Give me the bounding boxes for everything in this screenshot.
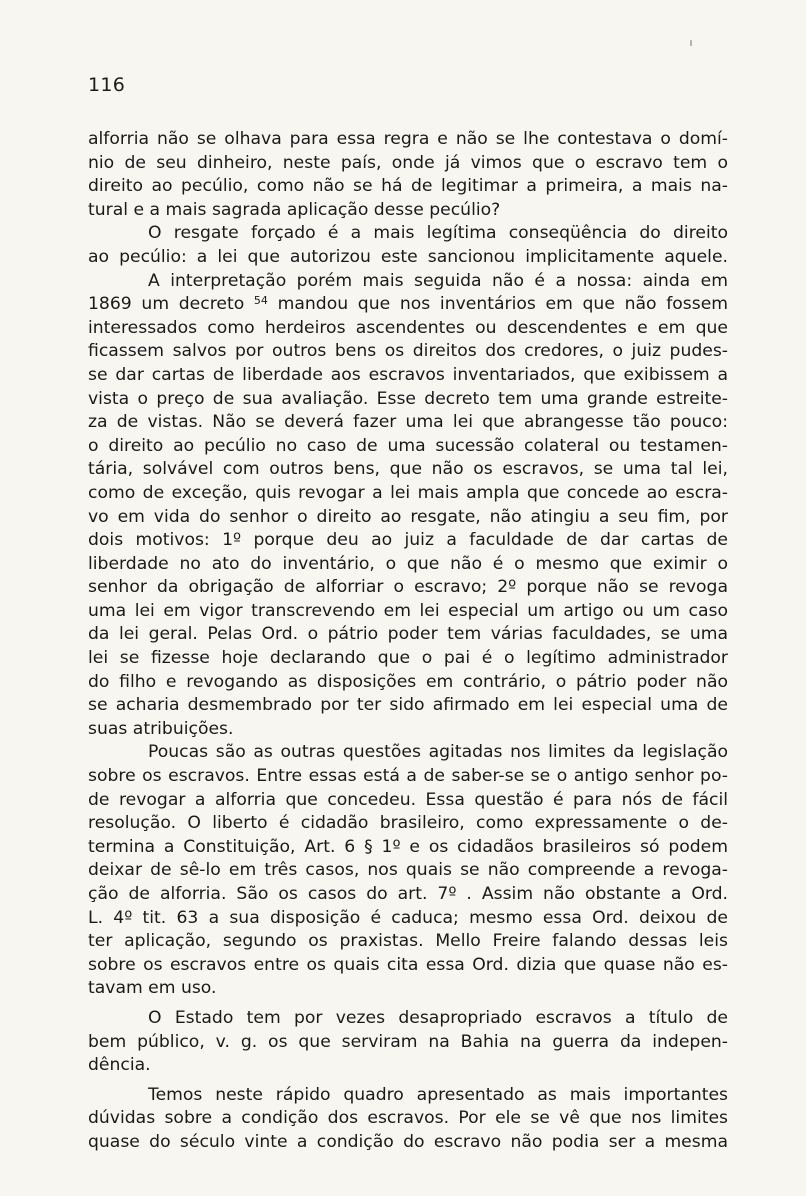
text-line: za de vistas. Não se deverá fazer uma lei que abrangesse tão pouco:: [88, 412, 728, 433]
text-line: uma lei em vigor transcrevendo em lei especial um artigo ou um caso: [88, 600, 728, 621]
text-line: bem público, v. g. os que serviram na Bahia na guerra da indepen-: [88, 1031, 728, 1052]
text-fragment: 1869 um decreto: [88, 294, 245, 315]
text-line: L. 4º tit. 63 a sua disposição é caduca; mesmo essa Ord. deixou de: [88, 907, 728, 928]
text-line: ficassem salvos por outros bens os direitos dos credores, o juiz pudes-: [88, 341, 728, 362]
text-line: senhor da obrigação de alforriar o escravo; 2º porque não se revoga: [88, 577, 728, 598]
text-line: lei se fizesse hoje declarando que o pai é o legítimo administrador: [88, 648, 728, 669]
text-line: do filho e revogando as disposições em contrário, o pátrio poder não: [88, 671, 728, 692]
text-line: sobre os escravos. Entre essas está a de saber-se se o antigo senhor po-: [88, 766, 728, 787]
text-line: dúvidas sobre a condição dos escravos. Por ele se vê que nos limites: [88, 1108, 728, 1129]
text-line: vo em vida do senhor o direito ao resgate, não atingiu a seu fim, por: [88, 506, 728, 527]
page-number: 116: [88, 74, 126, 96]
text-line: A interpretação porém mais seguida não é a nossa: ainda em: [148, 270, 728, 291]
margin-mark: [690, 40, 692, 46]
text-line-with-footnote: [88, 293, 728, 317]
body-text: [88, 128, 728, 1155]
text-line: O resgate forçado é a mais legítima conseqüência do direito: [148, 223, 728, 244]
text-line: resolução. O liberto é cidadão brasileiro, como expressamente o de-: [88, 813, 728, 834]
text-line: ção de alforria. São os casos do art. 7º . Assim não obstante a Ord.: [88, 884, 728, 904]
text-line: tária, solvável com outros bens, que não os escravos, se uma tal lei,: [88, 459, 728, 480]
text-line: Poucas são as outras questões agitadas nos limites da legislação: [148, 742, 728, 763]
text-line: sobre os escravos entre os quais cita essa Ord. dizia que quase não es-: [88, 954, 728, 975]
text-line: ao pecúlio: a lei que autorizou este sancionou implicitamente aquele.: [88, 246, 728, 267]
text-line: alforria não se olhava para essa regra e não se lhe contestava o domí-: [88, 129, 728, 149]
text-line: de revogar a alforria que concedeu. Essa questão é para nós de fácil: [88, 789, 728, 810]
text-line: dência.: [88, 1055, 151, 1076]
text-line: o direito ao pecúlio no caso de uma sucessão colateral ou testamen-: [88, 435, 728, 456]
text-line: O Estado tem por vezes desapropriado escravos a título de: [148, 1007, 728, 1028]
text-line: nio de seu dinheiro, neste país, onde já vimos que o escravo tem o: [88, 152, 728, 173]
text-fragment: mandou que nos inventários em que não fossem: [277, 294, 729, 315]
text-line: vista o preço de sua avaliação. Esse decreto tem uma grande estreite-: [88, 388, 728, 409]
text-line: direito ao pecúlio, como não se há de legitimar a primeira, a mais na-: [88, 176, 728, 197]
text-line: dois motivos: 1º porque deu ao juiz a faculdade de dar cartas de: [88, 530, 728, 551]
text-line: tavam em uso.: [88, 978, 217, 999]
text-line: se dar cartas de liberdade aos escravos inventariados, que exibissem a: [88, 364, 728, 385]
text-line: tural e a mais sagrada aplicação desse pecúlio?: [88, 199, 501, 220]
footnote-reference: 54: [253, 294, 268, 308]
text-line: se acharia desmembrado por ter sido afirmado em lei especial uma de: [88, 695, 728, 716]
text-line: como de exceção, quis revogar a lei mais ampla que concede ao escra-: [88, 482, 728, 503]
text-line: ter aplicação, segundo os praxistas. Mello Freire falando dessas leis: [88, 931, 728, 952]
text-line: deixar de sê-lo em três casos, nos quais se não compreende a revoga-: [88, 860, 728, 881]
text-line: da lei geral. Pelas Ord. o pátrio poder tem várias faculdades, se uma: [88, 624, 728, 645]
text-line: liberdade no ato do inventário, o que não é o mesmo que eximir o: [88, 553, 728, 574]
text-line: quase do século vinte a condição do escravo não podia ser a mesma: [88, 1131, 728, 1152]
text-line: suas atribuições.: [88, 718, 234, 739]
text-line: interessados como herdeiros ascendentes ou descendentes e em que: [88, 317, 728, 338]
text-line: Temos neste rápido quadro apresentado as mais importantes: [148, 1084, 728, 1105]
text-line: termina a Constituição, Art. 6 § 1º e os cidadãos brasileiros só podem: [88, 836, 728, 857]
